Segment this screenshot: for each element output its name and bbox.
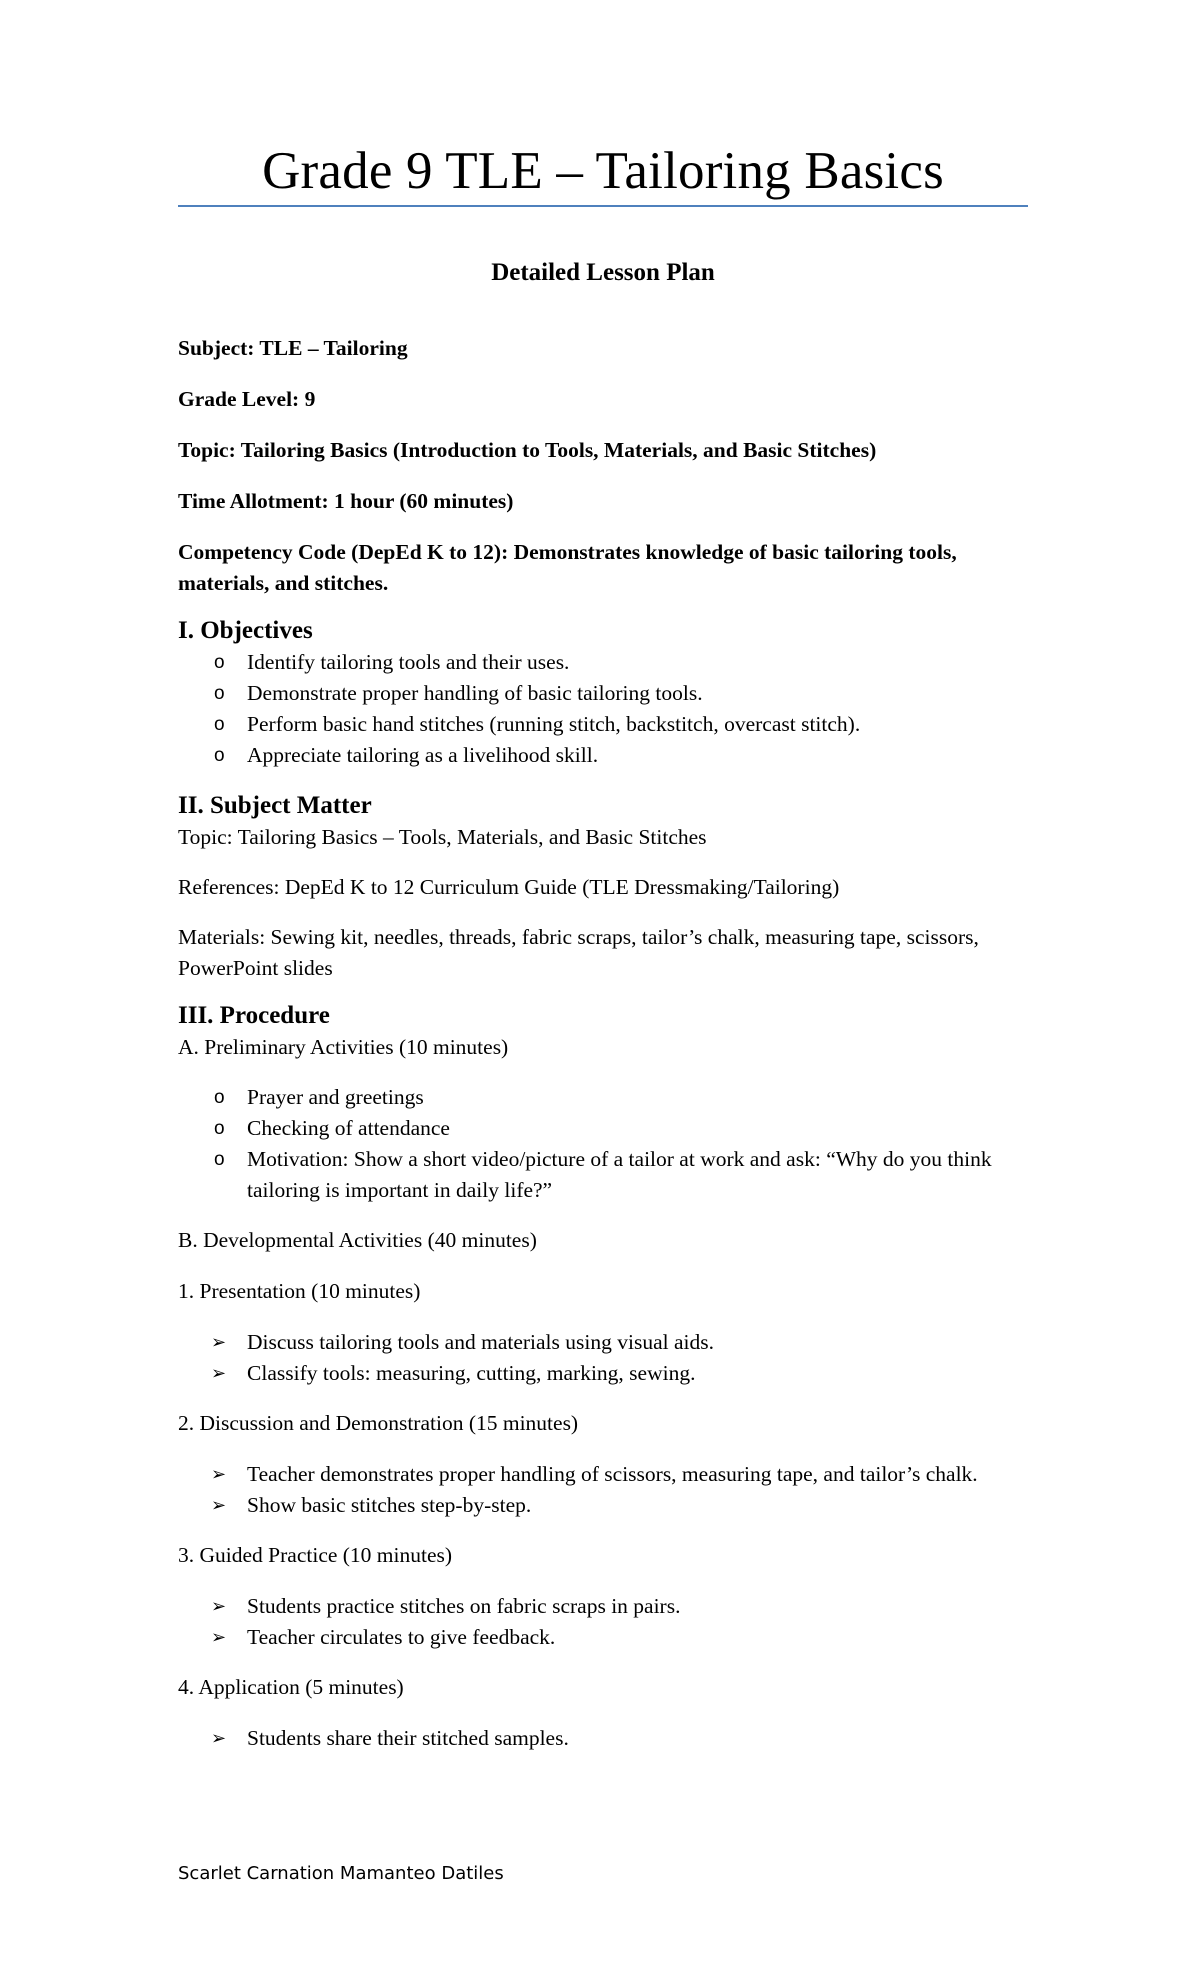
list-item: [178, 1723, 1028, 1754]
objective-text: Demonstrate proper handling of basic tailoring tools.: [247, 681, 703, 705]
list-item: [178, 1459, 1028, 1490]
circle-bullet-icon: o: [214, 1149, 225, 1170]
circle-bullet-icon: o: [214, 683, 225, 704]
list-item: [178, 678, 1028, 709]
step-heading-presentation: 1. Presentation (10 minutes): [178, 1279, 421, 1303]
preliminary-item-text: Motivation: Show a short video/picture of a tailor at work and ask: “Why do you think tailoring is important in daily life?”: [247, 1147, 992, 1202]
list-item: [178, 1113, 1028, 1144]
discussion-list: [178, 1459, 1028, 1521]
arrow-bullet-icon: ➢: [211, 1363, 227, 1384]
step-heading-discussion: 2. Discussion and Demonstration (15 minutes): [178, 1411, 579, 1435]
circle-bullet-icon: o: [214, 745, 225, 766]
objective-text: Identify tailoring tools and their uses.: [247, 650, 570, 674]
objectives-heading: I. Objectives: [178, 617, 313, 644]
document-title: Grade 9 TLE – Tailoring Basics: [262, 142, 944, 200]
arrow-bullet-icon: ➢: [211, 1464, 227, 1485]
objective-text: Appreciate tailoring as a livelihood skill.: [247, 743, 599, 767]
objective-text: Perform basic hand stitches (running stitch, backstitch, overcast stitch).: [247, 712, 861, 736]
circle-bullet-icon: o: [214, 652, 225, 673]
title-underline-rule: [178, 205, 1028, 207]
presentation-list: [178, 1327, 1028, 1389]
subject-matter-heading: II. Subject Matter: [178, 792, 372, 819]
list-item: [178, 1144, 1028, 1206]
objectives-list: [178, 647, 1028, 771]
subject-matter-topic: Topic: Tailoring Basics – Tools, Materials, and Basic Stitches: [178, 825, 707, 849]
list-item: [178, 1490, 1028, 1521]
preliminary-list: [178, 1082, 1028, 1206]
step-item-text: Students share their stitched samples.: [247, 1726, 569, 1750]
list-item: [178, 1082, 1028, 1113]
list-item: [178, 709, 1028, 740]
list-item: [178, 1358, 1028, 1389]
step-item-text: Teacher circulates to give feedback.: [247, 1625, 556, 1649]
developmental-heading: B. Developmental Activities (40 minutes): [178, 1228, 537, 1252]
list-item: [178, 1622, 1028, 1653]
circle-bullet-icon: o: [214, 714, 225, 735]
subject-matter-materials: Materials: Sewing kit, needles, threads, fabric scraps, tailor’s chalk, measuring tape, scissors, PowerPoint slides: [178, 925, 979, 980]
step-item-text: Discuss tailoring tools and materials using visual aids.: [247, 1330, 714, 1354]
procedure-heading: III. Procedure: [178, 1002, 330, 1029]
preliminary-item-text: Prayer and greetings: [247, 1085, 424, 1109]
lesson-plan-subtitle: Detailed Lesson Plan: [491, 259, 715, 286]
list-item: [178, 1327, 1028, 1358]
title-block: [178, 142, 1028, 207]
subject-matter-references: References: DepEd K to 12 Curriculum Guide (TLE Dressmaking/Tailoring): [178, 875, 840, 899]
step-item-text: Teacher demonstrates proper handling of scissors, measuring tape, and tailor’s chalk.: [247, 1462, 978, 1486]
circle-bullet-icon: o: [214, 1118, 225, 1139]
step-heading-application: 4. Application (5 minutes): [178, 1675, 404, 1699]
preliminary-heading: A. Preliminary Activities (10 minutes): [178, 1035, 509, 1059]
arrow-bullet-icon: ➢: [211, 1332, 227, 1353]
arrow-bullet-icon: ➢: [211, 1627, 227, 1648]
application-list: [178, 1723, 1028, 1754]
document-body: [178, 256, 1028, 1773]
step-item-text: Show basic stitches step-by-step.: [247, 1493, 532, 1517]
preliminary-item-text: Checking of attendance: [247, 1116, 450, 1140]
page-footer-author: Scarlet Carnation Mamanteo Datiles: [178, 1863, 504, 1884]
arrow-bullet-icon: ➢: [211, 1596, 227, 1617]
step-heading-guided-practice: 3. Guided Practice (10 minutes): [178, 1543, 453, 1567]
circle-bullet-icon: o: [214, 1087, 225, 1108]
meta-grade-level: Grade Level: 9: [178, 387, 316, 411]
arrow-bullet-icon: ➢: [211, 1495, 227, 1516]
list-item: [178, 740, 1028, 771]
arrow-bullet-icon: ➢: [211, 1728, 227, 1749]
step-item-text: Students practice stitches on fabric scraps in pairs.: [247, 1594, 681, 1618]
list-item: [178, 1591, 1028, 1622]
meta-subject: Subject: TLE – Tailoring: [178, 336, 408, 360]
guided-practice-list: [178, 1591, 1028, 1653]
list-item: [178, 647, 1028, 678]
meta-topic: Topic: Tailoring Basics (Introduction to Tools, Materials, and Basic Stitches): [178, 438, 877, 462]
meta-competency-code: Competency Code (DepEd K to 12): Demonstrates knowledge of basic tailoring tools, materials, and stitches.: [178, 540, 957, 595]
meta-time-allotment: Time Allotment: 1 hour (60 minutes): [178, 489, 514, 513]
step-item-text: Classify tools: measuring, cutting, marking, sewing.: [247, 1361, 696, 1385]
